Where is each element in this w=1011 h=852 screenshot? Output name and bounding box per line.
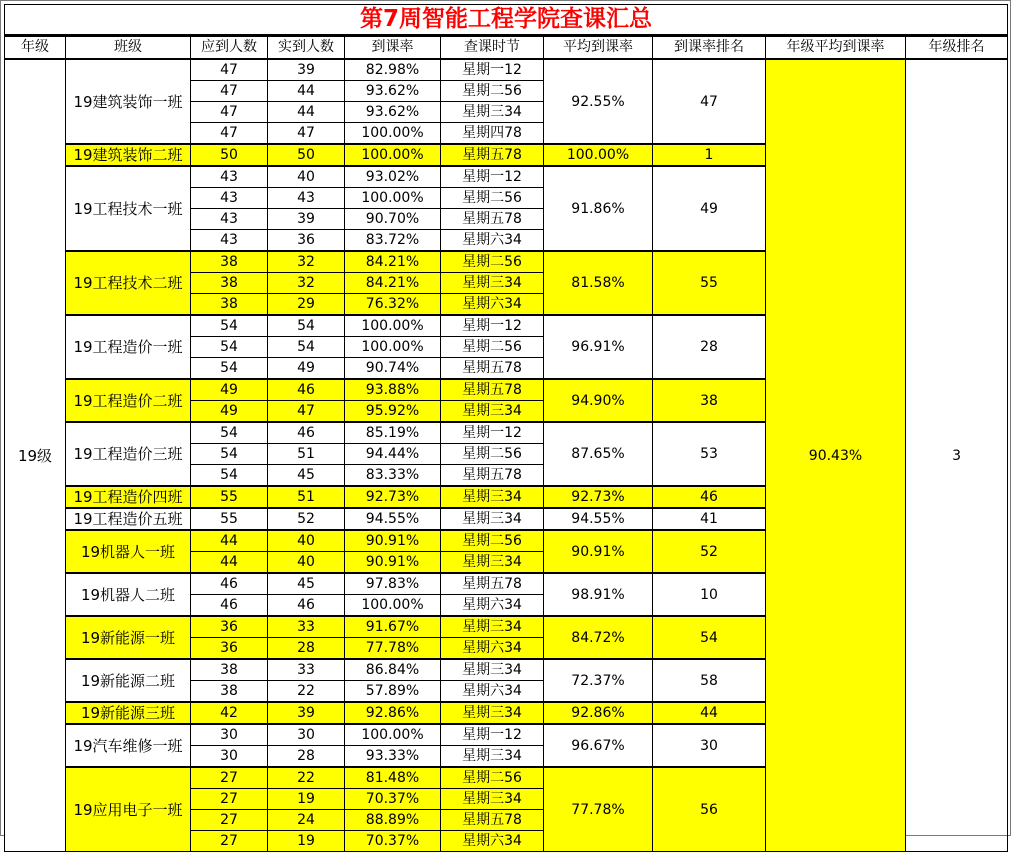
expected-count-cell: 54 bbox=[191, 444, 268, 465]
actual-count-cell: 50 bbox=[268, 144, 345, 166]
class-name-cell: 19工程造价三班 bbox=[66, 422, 191, 486]
actual-count-cell: 44 bbox=[268, 102, 345, 123]
actual-count-cell: 24 bbox=[268, 810, 345, 831]
check-session-cell: 星期二56 bbox=[441, 530, 544, 552]
header-actual-count: 实到人数 bbox=[268, 36, 345, 60]
check-session-cell: 星期二56 bbox=[441, 444, 544, 465]
rate-rank-cell: 46 bbox=[653, 486, 766, 508]
check-session-cell: 星期六34 bbox=[441, 595, 544, 617]
check-session-cell: 星期二56 bbox=[441, 251, 544, 273]
actual-count-cell: 44 bbox=[268, 81, 345, 102]
class-name-cell: 19工程造价一班 bbox=[66, 315, 191, 379]
attendance-rate-cell: 92.73% bbox=[345, 486, 441, 508]
header-avg-rate: 平均到课率 bbox=[544, 36, 653, 60]
actual-count-cell: 47 bbox=[268, 401, 345, 423]
check-session-cell: 星期五78 bbox=[441, 810, 544, 831]
actual-count-cell: 49 bbox=[268, 358, 345, 380]
actual-count-cell: 22 bbox=[268, 767, 345, 789]
actual-count-cell: 40 bbox=[268, 166, 345, 188]
attendance-rate-cell: 100.00% bbox=[345, 123, 441, 145]
check-session-cell: 星期五78 bbox=[441, 144, 544, 166]
attendance-rate-cell: 93.33% bbox=[345, 746, 441, 768]
expected-count-cell: 47 bbox=[191, 102, 268, 123]
expected-count-cell: 47 bbox=[191, 59, 268, 81]
expected-count-cell: 47 bbox=[191, 123, 268, 145]
check-session-cell: 星期五78 bbox=[441, 573, 544, 595]
avg-rate-cell: 92.73% bbox=[544, 486, 653, 508]
rate-rank-cell: 52 bbox=[653, 530, 766, 573]
class-name-cell: 19新能源三班 bbox=[66, 702, 191, 724]
actual-count-cell: 54 bbox=[268, 337, 345, 358]
actual-count-cell: 29 bbox=[268, 294, 345, 316]
actual-count-cell: 39 bbox=[268, 702, 345, 724]
attendance-rate-cell: 90.91% bbox=[345, 552, 441, 574]
attendance-rate-cell: 86.84% bbox=[345, 659, 441, 681]
expected-count-cell: 38 bbox=[191, 681, 268, 703]
check-session-cell: 星期六34 bbox=[441, 681, 544, 703]
attendance-rate-cell: 70.37% bbox=[345, 789, 441, 810]
avg-rate-cell: 91.86% bbox=[544, 166, 653, 251]
class-name-cell: 19工程技术二班 bbox=[66, 251, 191, 315]
expected-count-cell: 55 bbox=[191, 486, 268, 508]
avg-rate-cell: 84.72% bbox=[544, 616, 653, 659]
expected-count-cell: 43 bbox=[191, 209, 268, 230]
attendance-rate-cell: 94.55% bbox=[345, 508, 441, 530]
attendance-rate-cell: 81.48% bbox=[345, 767, 441, 789]
class-name-cell: 19新能源一班 bbox=[66, 616, 191, 659]
class-name-cell: 19新能源二班 bbox=[66, 659, 191, 702]
check-session-cell: 星期二56 bbox=[441, 767, 544, 789]
attendance-rate-cell: 95.92% bbox=[345, 401, 441, 423]
avg-rate-cell: 92.55% bbox=[544, 59, 653, 144]
expected-count-cell: 50 bbox=[191, 144, 268, 166]
header-check-session: 查课时节 bbox=[441, 36, 544, 60]
expected-count-cell: 54 bbox=[191, 315, 268, 337]
check-session-cell: 星期三34 bbox=[441, 789, 544, 810]
actual-count-cell: 46 bbox=[268, 595, 345, 617]
expected-count-cell: 54 bbox=[191, 465, 268, 487]
rate-rank-cell: 54 bbox=[653, 616, 766, 659]
actual-count-cell: 33 bbox=[268, 616, 345, 638]
check-session-cell: 星期三34 bbox=[441, 486, 544, 508]
attendance-rate-cell: 57.89% bbox=[345, 681, 441, 703]
actual-count-cell: 40 bbox=[268, 552, 345, 574]
check-session-cell: 星期三34 bbox=[441, 273, 544, 294]
attendance-rate-cell: 77.78% bbox=[345, 638, 441, 660]
rate-rank-cell: 44 bbox=[653, 702, 766, 724]
actual-count-cell: 30 bbox=[268, 724, 345, 746]
check-session-cell: 星期三34 bbox=[441, 508, 544, 530]
check-session-cell: 星期一12 bbox=[441, 422, 544, 444]
expected-count-cell: 27 bbox=[191, 767, 268, 789]
attendance-rate-cell: 90.70% bbox=[345, 209, 441, 230]
actual-count-cell: 54 bbox=[268, 315, 345, 337]
rate-rank-cell: 10 bbox=[653, 573, 766, 616]
actual-count-cell: 36 bbox=[268, 230, 345, 252]
attendance-rate-cell: 88.89% bbox=[345, 810, 441, 831]
attendance-rate-cell: 85.19% bbox=[345, 422, 441, 444]
expected-count-cell: 36 bbox=[191, 616, 268, 638]
class-name-cell: 19建筑装饰二班 bbox=[66, 144, 191, 166]
attendance-rate-cell: 100.00% bbox=[345, 315, 441, 337]
header-grade-avg-rate: 年级平均到课率 bbox=[766, 36, 906, 60]
expected-count-cell: 27 bbox=[191, 831, 268, 852]
check-session-cell: 星期二56 bbox=[441, 81, 544, 102]
check-session-cell: 星期五78 bbox=[441, 358, 544, 380]
avg-rate-cell: 100.00% bbox=[544, 144, 653, 166]
attendance-rate-cell: 83.33% bbox=[345, 465, 441, 487]
expected-count-cell: 42 bbox=[191, 702, 268, 724]
actual-count-cell: 43 bbox=[268, 188, 345, 209]
attendance-rate-cell: 93.02% bbox=[345, 166, 441, 188]
attendance-rate-cell: 84.21% bbox=[345, 251, 441, 273]
check-session-cell: 星期六34 bbox=[441, 831, 544, 852]
attendance-rate-cell: 90.91% bbox=[345, 530, 441, 552]
attendance-rate-cell: 100.00% bbox=[345, 144, 441, 166]
expected-count-cell: 38 bbox=[191, 659, 268, 681]
class-name-cell: 19机器人二班 bbox=[66, 573, 191, 616]
check-session-cell: 星期一12 bbox=[441, 315, 544, 337]
check-session-cell: 星期六34 bbox=[441, 230, 544, 252]
expected-count-cell: 47 bbox=[191, 81, 268, 102]
avg-rate-cell: 87.65% bbox=[544, 422, 653, 486]
attendance-rate-cell: 76.32% bbox=[345, 294, 441, 316]
actual-count-cell: 28 bbox=[268, 746, 345, 768]
attendance-rate-cell: 93.62% bbox=[345, 102, 441, 123]
expected-count-cell: 38 bbox=[191, 273, 268, 294]
avg-rate-cell: 77.78% bbox=[544, 767, 653, 852]
rate-rank-cell: 47 bbox=[653, 59, 766, 144]
actual-count-cell: 46 bbox=[268, 379, 345, 401]
expected-count-cell: 38 bbox=[191, 294, 268, 316]
check-session-cell: 星期三34 bbox=[441, 102, 544, 123]
avg-rate-cell: 81.58% bbox=[544, 251, 653, 315]
expected-count-cell: 27 bbox=[191, 810, 268, 831]
expected-count-cell: 55 bbox=[191, 508, 268, 530]
actual-count-cell: 40 bbox=[268, 530, 345, 552]
attendance-rate-cell: 100.00% bbox=[345, 337, 441, 358]
check-session-cell: 星期二56 bbox=[441, 188, 544, 209]
avg-rate-cell: 96.67% bbox=[544, 724, 653, 767]
check-session-cell: 星期五78 bbox=[441, 465, 544, 487]
attendance-rate-cell: 92.86% bbox=[345, 702, 441, 724]
check-session-cell: 星期五78 bbox=[441, 379, 544, 401]
expected-count-cell: 30 bbox=[191, 746, 268, 768]
rate-rank-cell: 49 bbox=[653, 166, 766, 251]
class-name-cell: 19机器人一班 bbox=[66, 530, 191, 573]
rate-rank-cell: 41 bbox=[653, 508, 766, 530]
actual-count-cell: 39 bbox=[268, 59, 345, 81]
header-row bbox=[5, 36, 1008, 60]
attendance-rate-cell: 93.88% bbox=[345, 379, 441, 401]
actual-count-cell: 51 bbox=[268, 444, 345, 465]
attendance-rate-cell: 70.37% bbox=[345, 831, 441, 852]
rate-rank-cell: 28 bbox=[653, 315, 766, 379]
attendance-rate-cell: 100.00% bbox=[345, 188, 441, 209]
expected-count-cell: 54 bbox=[191, 422, 268, 444]
check-session-cell: 星期一12 bbox=[441, 166, 544, 188]
actual-count-cell: 45 bbox=[268, 573, 345, 595]
attendance-rate-cell: 90.74% bbox=[345, 358, 441, 380]
rate-rank-cell: 1 bbox=[653, 144, 766, 166]
class-name-cell: 19汽车维修一班 bbox=[66, 724, 191, 767]
rate-rank-cell: 53 bbox=[653, 422, 766, 486]
actual-count-cell: 47 bbox=[268, 123, 345, 145]
check-session-cell: 星期四78 bbox=[441, 123, 544, 145]
expected-count-cell: 49 bbox=[191, 401, 268, 423]
actual-count-cell: 32 bbox=[268, 273, 345, 294]
check-session-cell: 星期二56 bbox=[441, 337, 544, 358]
expected-count-cell: 49 bbox=[191, 379, 268, 401]
rate-rank-cell: 38 bbox=[653, 379, 766, 422]
class-name-cell: 19工程造价五班 bbox=[66, 508, 191, 530]
avg-rate-cell: 94.55% bbox=[544, 508, 653, 530]
attendance-rate-cell: 91.67% bbox=[345, 616, 441, 638]
check-session-cell: 星期一12 bbox=[441, 724, 544, 746]
avg-rate-cell: 98.91% bbox=[544, 573, 653, 616]
header-expected-count: 应到人数 bbox=[191, 36, 268, 60]
expected-count-cell: 43 bbox=[191, 166, 268, 188]
header-grade: 年级 bbox=[5, 36, 66, 60]
attendance-rate-cell: 100.00% bbox=[345, 724, 441, 746]
attendance-rate-cell: 97.83% bbox=[345, 573, 441, 595]
expected-count-cell: 36 bbox=[191, 638, 268, 660]
check-session-cell: 星期六34 bbox=[441, 294, 544, 316]
attendance-rate-cell: 82.98% bbox=[345, 59, 441, 81]
header-grade-rank: 年级排名 bbox=[906, 36, 1008, 60]
actual-count-cell: 22 bbox=[268, 681, 345, 703]
attendance-rate-cell: 93.62% bbox=[345, 81, 441, 102]
actual-count-cell: 33 bbox=[268, 659, 345, 681]
check-session-cell: 星期三34 bbox=[441, 616, 544, 638]
expected-count-cell: 43 bbox=[191, 230, 268, 252]
avg-rate-cell: 92.86% bbox=[544, 702, 653, 724]
rate-rank-cell: 58 bbox=[653, 659, 766, 702]
check-session-cell: 星期一12 bbox=[441, 59, 544, 81]
expected-count-cell: 46 bbox=[191, 573, 268, 595]
check-session-cell: 星期三34 bbox=[441, 659, 544, 681]
grade-cell: 19级 bbox=[5, 59, 66, 852]
avg-rate-cell: 72.37% bbox=[544, 659, 653, 702]
avg-rate-cell: 96.91% bbox=[544, 315, 653, 379]
actual-count-cell: 28 bbox=[268, 638, 345, 660]
actual-count-cell: 45 bbox=[268, 465, 345, 487]
table-body bbox=[5, 59, 1008, 852]
expected-count-cell: 38 bbox=[191, 251, 268, 273]
check-session-cell: 星期三34 bbox=[441, 552, 544, 574]
header-attendance-rate: 到课率 bbox=[345, 36, 441, 60]
attendance-rate-cell: 83.72% bbox=[345, 230, 441, 252]
grade-avg-rate-cell: 90.43% bbox=[766, 59, 906, 852]
expected-count-cell: 43 bbox=[191, 188, 268, 209]
attendance-rate-cell: 94.44% bbox=[345, 444, 441, 465]
title-row bbox=[5, 5, 1008, 36]
check-session-cell: 星期三34 bbox=[441, 401, 544, 423]
attendance-summary-table bbox=[4, 4, 1008, 852]
expected-count-cell: 44 bbox=[191, 552, 268, 574]
class-name-cell: 19工程造价四班 bbox=[66, 486, 191, 508]
attendance-rate-cell: 100.00% bbox=[345, 595, 441, 617]
actual-count-cell: 46 bbox=[268, 422, 345, 444]
class-name-cell: 19建筑装饰一班 bbox=[66, 59, 191, 144]
expected-count-cell: 30 bbox=[191, 724, 268, 746]
rate-rank-cell: 30 bbox=[653, 724, 766, 767]
check-session-cell: 星期五78 bbox=[441, 209, 544, 230]
expected-count-cell: 54 bbox=[191, 337, 268, 358]
header-class: 班级 bbox=[66, 36, 191, 60]
actual-count-cell: 39 bbox=[268, 209, 345, 230]
actual-count-cell: 51 bbox=[268, 486, 345, 508]
grade-rank-cell: 3 bbox=[906, 59, 1008, 852]
page-title: 第7周智能工程学院查课汇总 bbox=[5, 5, 1008, 36]
class-name-cell: 19工程技术一班 bbox=[66, 166, 191, 251]
actual-count-cell: 19 bbox=[268, 789, 345, 810]
rate-rank-cell: 56 bbox=[653, 767, 766, 852]
class-name-cell: 19工程造价二班 bbox=[66, 379, 191, 422]
actual-count-cell: 32 bbox=[268, 251, 345, 273]
actual-count-cell: 19 bbox=[268, 831, 345, 852]
avg-rate-cell: 94.90% bbox=[544, 379, 653, 422]
check-session-cell: 星期三34 bbox=[441, 702, 544, 724]
table-row bbox=[5, 59, 1008, 81]
avg-rate-cell: 90.91% bbox=[544, 530, 653, 573]
header-rate-rank: 到课率排名 bbox=[653, 36, 766, 60]
expected-count-cell: 44 bbox=[191, 530, 268, 552]
expected-count-cell: 54 bbox=[191, 358, 268, 380]
expected-count-cell: 46 bbox=[191, 595, 268, 617]
class-name-cell: 19应用电子一班 bbox=[66, 767, 191, 852]
attendance-rate-cell: 84.21% bbox=[345, 273, 441, 294]
check-session-cell: 星期六34 bbox=[441, 638, 544, 660]
rate-rank-cell: 55 bbox=[653, 251, 766, 315]
check-session-cell: 星期三34 bbox=[441, 746, 544, 768]
expected-count-cell: 27 bbox=[191, 789, 268, 810]
actual-count-cell: 52 bbox=[268, 508, 345, 530]
